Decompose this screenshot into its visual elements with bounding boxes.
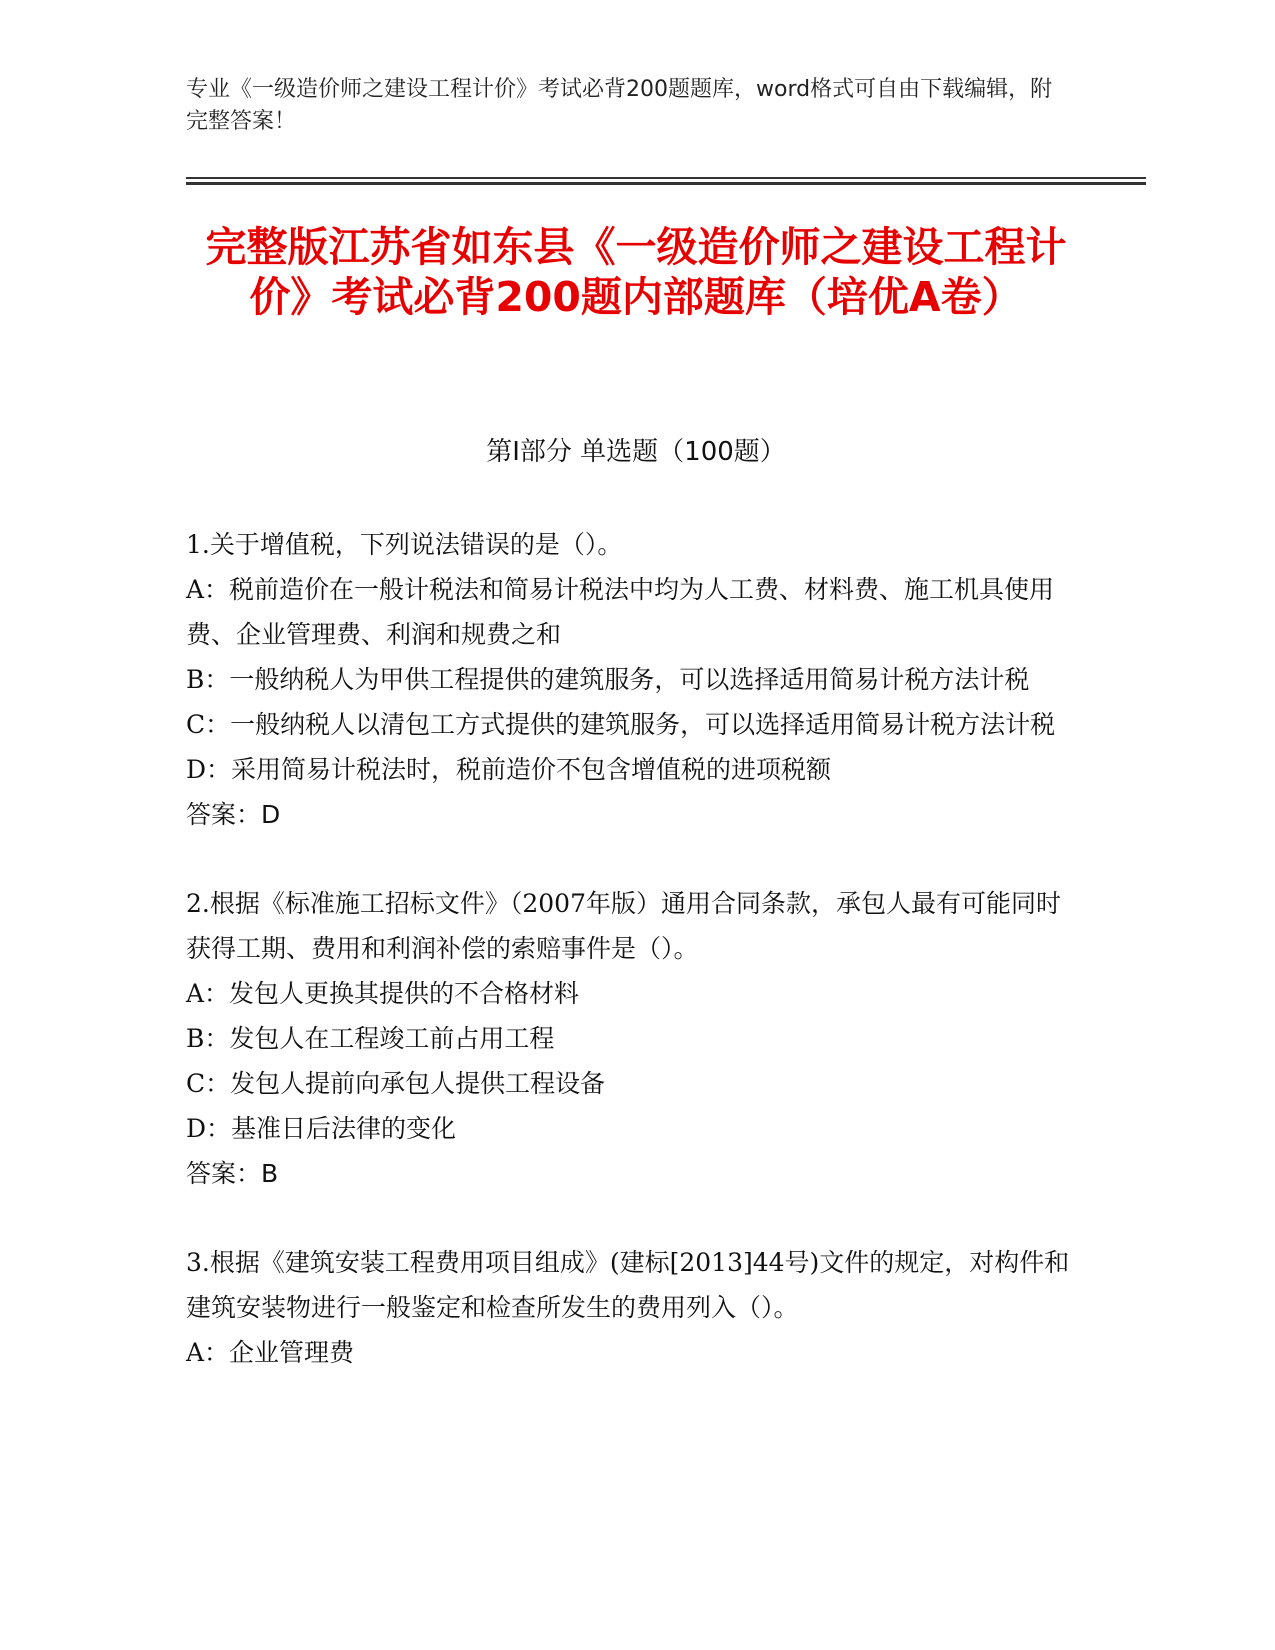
question-3 [186,1240,1076,1375]
option-b: B：一般纳税人为甲供工程提供的建筑服务，可以选择适用简易计税方法计税 [186,665,1030,694]
header-divider-thin [186,177,1146,179]
answer: 答案：D [186,800,281,829]
option-d: D：基准日后法律的变化 [186,1114,457,1143]
option-b: B：发包人在工程竣工前占用工程 [186,1024,555,1053]
document-title: 完整版江苏省如东县《一级造价师之建设工程计价》考试必背200题内部题库（培优A卷） [205,223,1067,321]
question-2 [186,881,1076,1196]
section-title: 第Ⅰ部分 单选题（100题） [486,437,786,467]
option-c: C：发包人提前向承包人提供工程设备 [186,1069,606,1098]
header-divider-thick [186,182,1146,185]
question-list [186,522,1076,1419]
question-stem: 1.关于增值税，下列说法错误的是（）。 [186,530,623,559]
question-stem: 3.根据《建筑安装工程费用项目组成》(建标[2013]44号)文件的规定，对构件和建筑安装物进行一般鉴定和检查所发生的费用列入（）。 [186,1248,1070,1322]
option-a: A：发包人更换其提供的不合格材料 [186,979,580,1008]
option-c: C：一般纳税人以清包工方式提供的建筑服务，可以选择适用简易计税方法计税 [186,710,1056,739]
option-a: A：企业管理费 [186,1338,355,1367]
option-d: D：采用简易计税法时，税前造价不包含增值税的进项税额 [186,755,832,784]
question-1 [186,522,1076,837]
answer: 答案：B [186,1159,279,1188]
header-note: 专业《一级造价师之建设工程计价》考试必背200题题库，word格式可自由下载编辑，附完整答案！ [186,77,1053,134]
question-stem: 2.根据《标准施工招标文件》（2007年版）通用合同条款，承包人最有可能同时获得工期、费用和利润补偿的索赔事件是（）。 [186,889,1061,963]
option-a: A：税前造价在一般计税法和简易计税法中均为人工费、材料费、施工机具使用费、企业管理费、利润和规费之和 [186,575,1055,649]
